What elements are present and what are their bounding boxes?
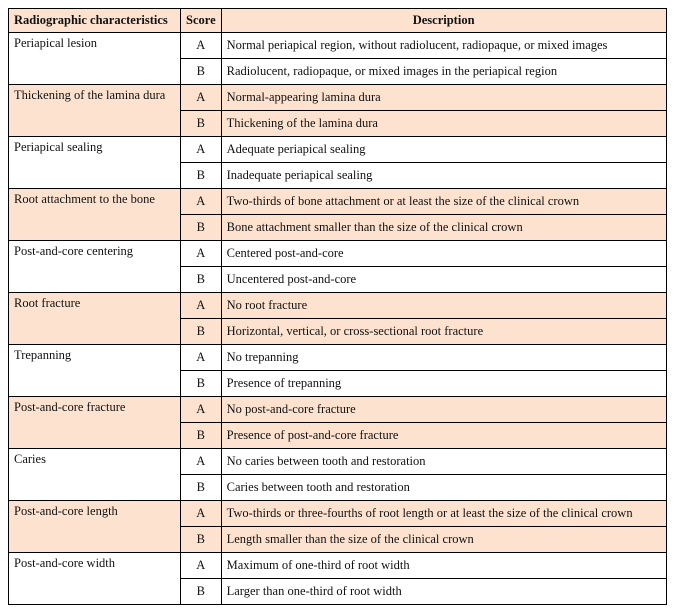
- score-cell: B: [181, 59, 222, 85]
- header-characteristic: Radiographic characteristics: [9, 9, 181, 33]
- table-row: [9, 553, 667, 579]
- table-row: [9, 137, 667, 163]
- score-cell: B: [181, 423, 222, 449]
- description-cell: Larger than one-third of root width: [221, 579, 666, 605]
- score-cell: B: [181, 475, 222, 501]
- characteristic-cell: Post-and-core centering: [9, 241, 181, 293]
- score-cell: A: [181, 137, 222, 163]
- score-cell: A: [181, 85, 222, 111]
- description-cell: No trepanning: [221, 345, 666, 371]
- characteristic-cell: Periapical lesion: [9, 33, 181, 85]
- description-cell: Inadequate periapical sealing: [221, 163, 666, 189]
- characteristic-cell: Trepanning: [9, 345, 181, 397]
- score-cell: A: [181, 33, 222, 59]
- score-cell: B: [181, 527, 222, 553]
- score-cell: B: [181, 163, 222, 189]
- characteristic-cell: Root attachment to the bone: [9, 189, 181, 241]
- table-row: [9, 449, 667, 475]
- characteristic-cell: Thickening of the lamina dura: [9, 85, 181, 137]
- description-cell: Uncentered post-and-core: [221, 267, 666, 293]
- score-cell: B: [181, 319, 222, 345]
- score-cell: A: [181, 397, 222, 423]
- description-cell: Normal-appearing lamina dura: [221, 85, 666, 111]
- table-row: [9, 189, 667, 215]
- characteristic-cell: Post-and-core length: [9, 501, 181, 553]
- characteristic-cell: Root fracture: [9, 293, 181, 345]
- score-cell: A: [181, 501, 222, 527]
- description-cell: No root fracture: [221, 293, 666, 319]
- score-cell: A: [181, 293, 222, 319]
- description-cell: Centered post-and-core: [221, 241, 666, 267]
- description-cell: Radiolucent, radiopaque, or mixed images in the periapical region: [221, 59, 666, 85]
- description-cell: Two-thirds of bone attachment or at least the size of the clinical crown: [221, 189, 666, 215]
- table-row: [9, 293, 667, 319]
- table-body: [9, 33, 667, 605]
- description-cell: Normal periapical region, without radiolucent, radiopaque, or mixed images: [221, 33, 666, 59]
- description-cell: Adequate periapical sealing: [221, 137, 666, 163]
- characteristic-cell: Periapical sealing: [9, 137, 181, 189]
- description-cell: Two-thirds or three-fourths of root length or at least the size of the clinical crown: [221, 501, 666, 527]
- table-row: [9, 397, 667, 423]
- radiographic-table: [8, 8, 667, 605]
- header-description: Description: [221, 9, 666, 33]
- description-cell: Length smaller than the size of the clinical crown: [221, 527, 666, 553]
- table-row: [9, 501, 667, 527]
- description-cell: Presence of trepanning: [221, 371, 666, 397]
- header-row: [9, 9, 667, 33]
- description-cell: Presence of post-and-core fracture: [221, 423, 666, 449]
- characteristic-cell: Post-and-core width: [9, 553, 181, 605]
- description-cell: No caries between tooth and restoration: [221, 449, 666, 475]
- description-cell: Caries between tooth and restoration: [221, 475, 666, 501]
- table-row: [9, 33, 667, 59]
- header-score: Score: [181, 9, 222, 33]
- description-cell: Thickening of the lamina dura: [221, 111, 666, 137]
- description-cell: Maximum of one-third of root width: [221, 553, 666, 579]
- score-cell: B: [181, 579, 222, 605]
- table-row: [9, 241, 667, 267]
- description-cell: Horizontal, vertical, or cross-sectional root fracture: [221, 319, 666, 345]
- description-cell: No post-and-core fracture: [221, 397, 666, 423]
- characteristic-cell: Post-and-core fracture: [9, 397, 181, 449]
- score-cell: B: [181, 215, 222, 241]
- description-cell: Bone attachment smaller than the size of the clinical crown: [221, 215, 666, 241]
- table-row: [9, 85, 667, 111]
- score-cell: A: [181, 345, 222, 371]
- score-cell: A: [181, 449, 222, 475]
- score-cell: B: [181, 371, 222, 397]
- table-row: [9, 345, 667, 371]
- characteristic-cell: Caries: [9, 449, 181, 501]
- score-cell: B: [181, 111, 222, 137]
- score-cell: A: [181, 189, 222, 215]
- score-cell: A: [181, 553, 222, 579]
- score-cell: B: [181, 267, 222, 293]
- score-cell: A: [181, 241, 222, 267]
